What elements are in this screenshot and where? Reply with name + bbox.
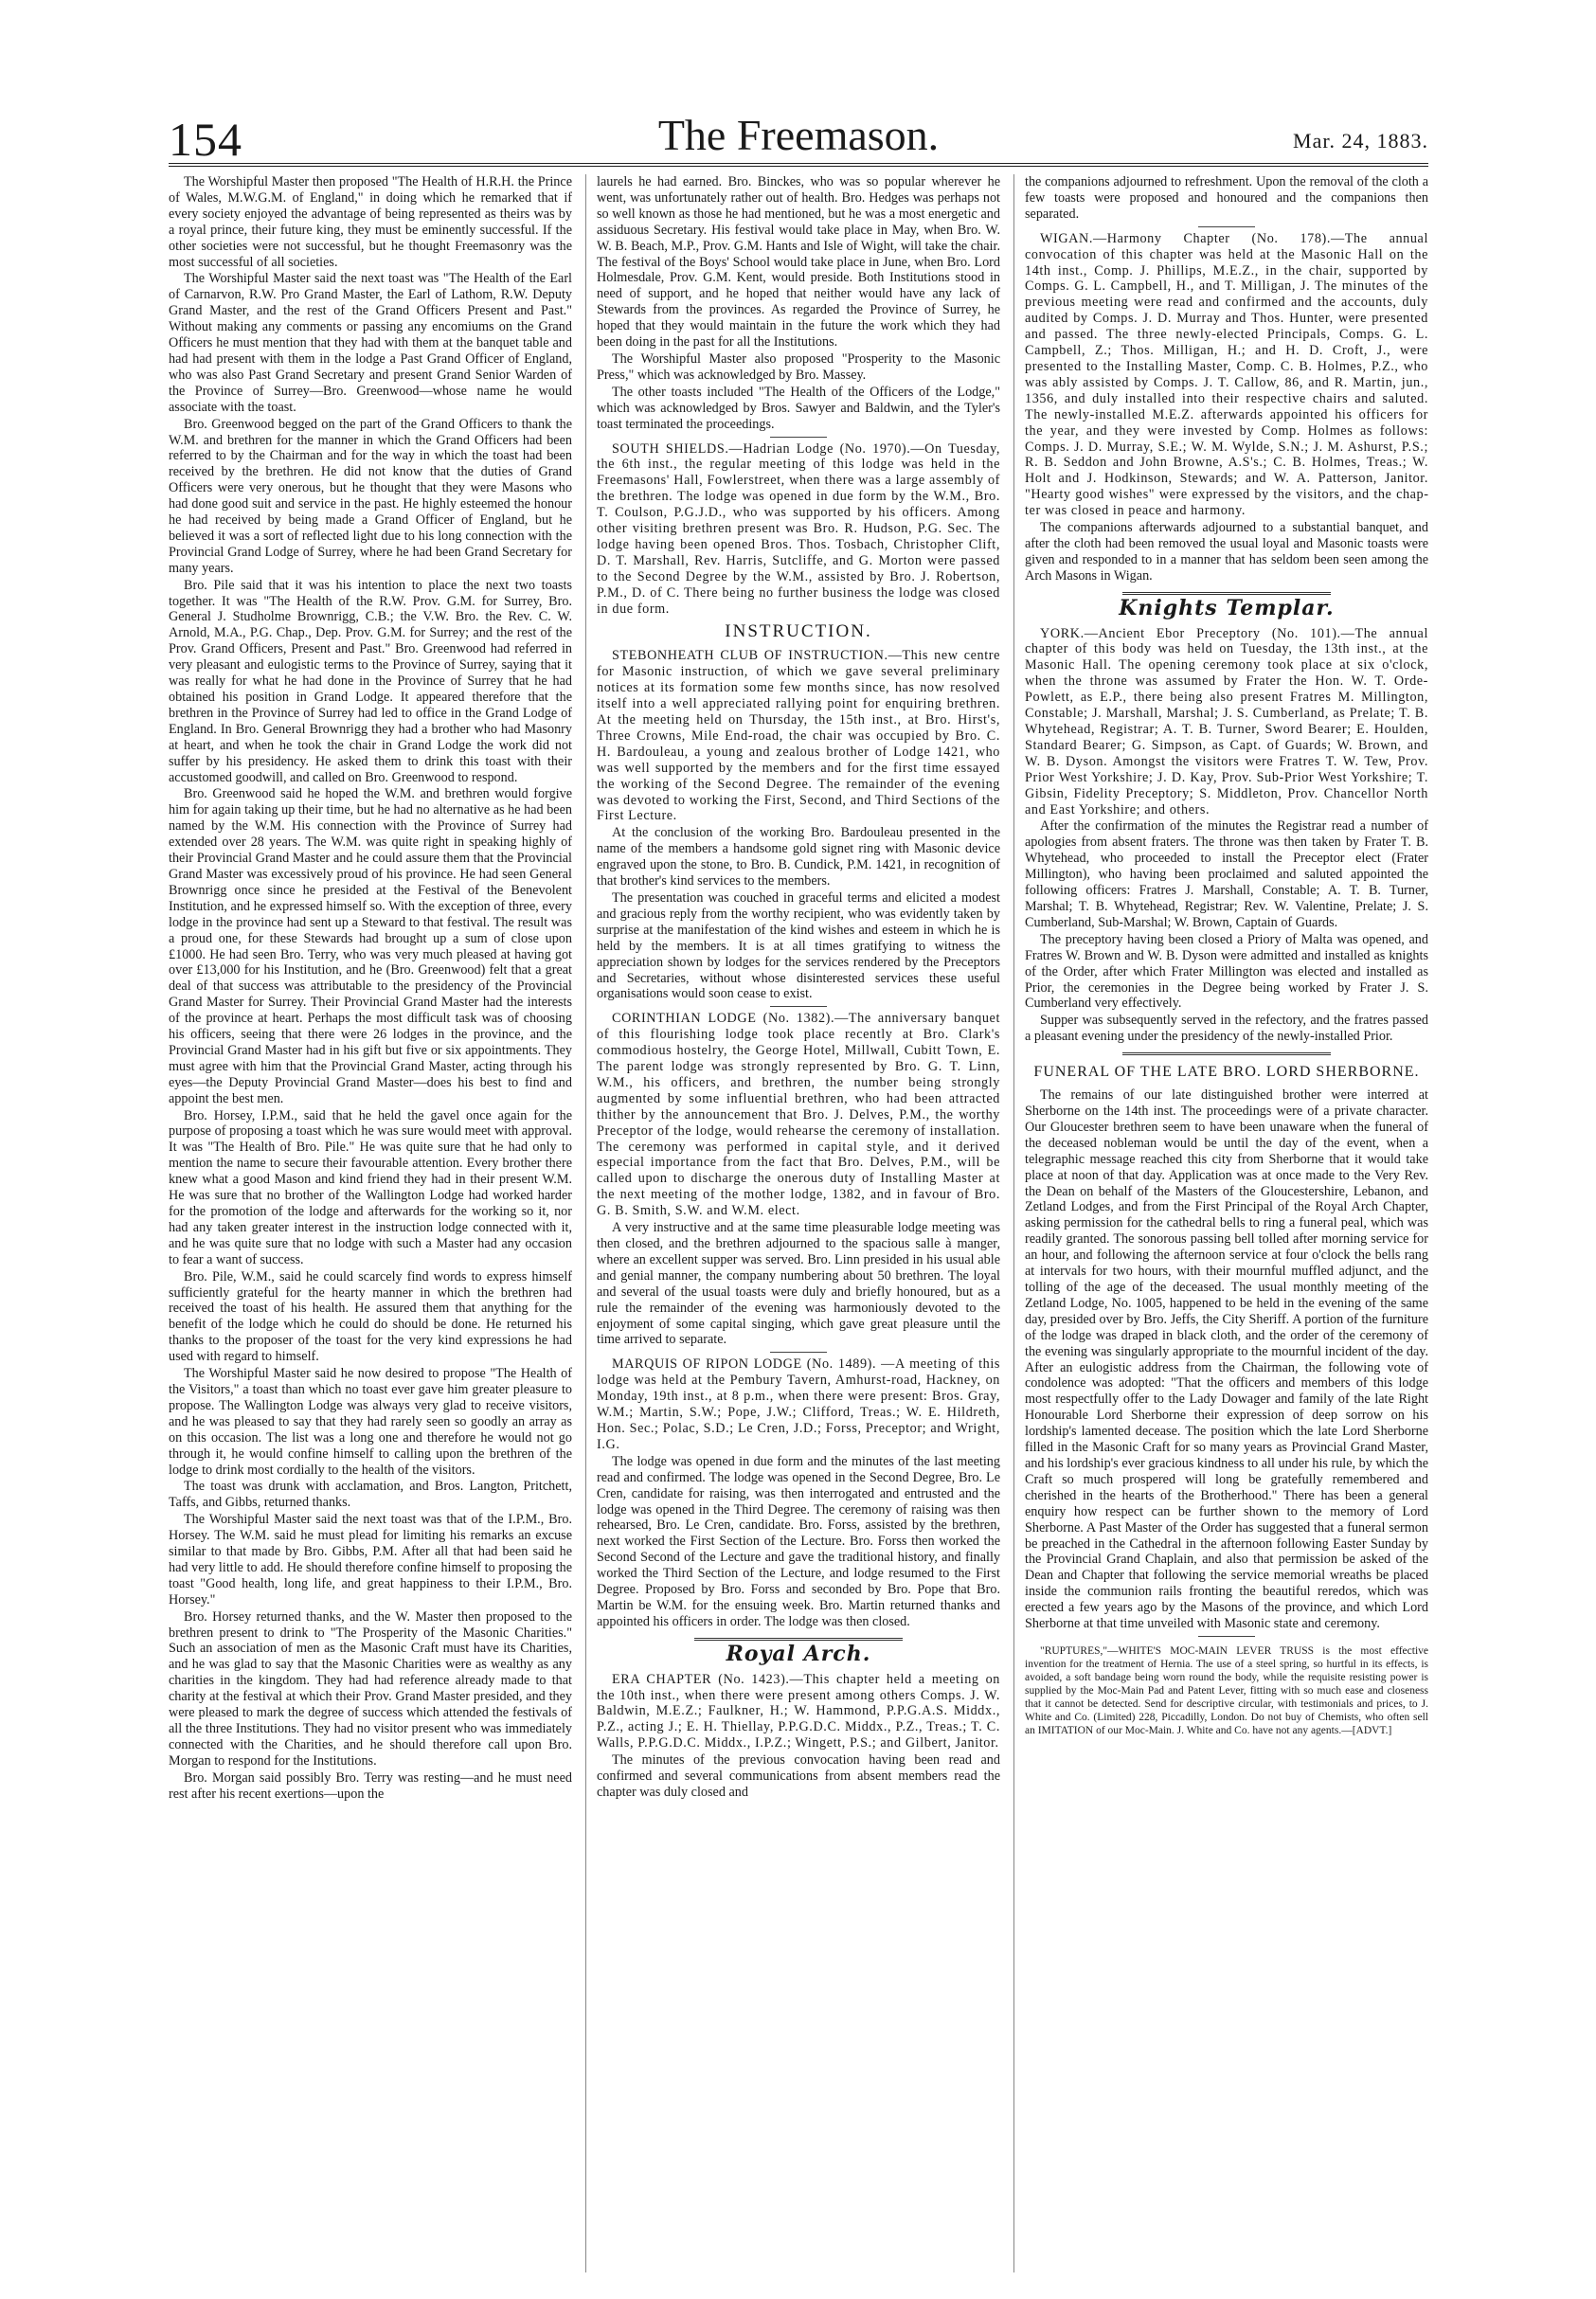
paragraph: A very instructive and at the same time pleasurable lodge meeting was then closed, and the brethren adjourned to the spacious salle à manger, where an excellent supper was served. Bro. Linn presided in his usual able and genial manner, the company numbering about 50 brethren. The loyal and several of the usual toasts were duly and briefly honoured, but as a rule the remainder of the evening was harmoniously devoted to the enjoyment of some capital singing, which gave great pleasure until the time arrived to separate. xyxy=(597,1220,1000,1348)
masthead-rule xyxy=(169,163,1428,167)
report-south-shields: SOUTH SHIELDS.—Hadrian Lodge (No. 1970).—On Tuesday, the 6th inst., the regular meeting of this lodge was held in the Freemasons' Hall, Fowlerstreet, when there was a large assembly of the brethren. The lodge was opened in due form by the W.M., Bro. T. Coulson, P.G.J.D., who was supported by his officers. Among other visiting brethren present was Bro. R. Hudson, P.G. Sec. The lodge having been opened Bros. Thos. Tosbach, Christopher Clift, D. T. Marshall, Rev. Harris, Sutcliffe, and G. Morton were passed to the Second Degree by the W.M., assisted by Bro. J. Robertson, P.M., D. of C. There being no further business the lodge was closed in due form. xyxy=(597,440,1000,617)
report-york: YORK.—Ancient Ebor Preceptory (No. 101).—The annual chapter of this body was held on Tuesday, the 13th inst., at the Masonic Hall. The opening ceremony took place at six o'clock, when the throne was assumed by Frater the Hon. W. T. Orde-Powlett, as E.P., there being also present Fratres M. Millington, Constable; J. Marshall, Marshal; J. S. Cumberland, as Prelate; T. B. Whytehead, Registrar; A. T. B. Turner, Sword Bearer; E. Houlden, Standard Bearer; G. Simpson, as Capt. of Guards; W. Brown, and W. B. Dyson. Amongst the visitors were Fratres T. W. Tew, Prov. Prior West Yorkshire; J. D. Kay, Prov. Sub-Prior West Yorkshire; T. Gibsin, Fidelity Preceptory; S. Middleton, Prov. Chancellor North and East Yorkshire; and others. xyxy=(1025,625,1428,817)
report-marquis-of-ripon: MARQUIS OF RIPON LODGE (No. 1489). —A meeting of this lodge was held at the Pembury Tavern, Amhurst-road, Hackney, on Monday, 19th inst., at 8 p.m., when there were present: Bros. Gray, W.M.; Martin, S.W.; Pope, J.W.; Clifford, Treas.; W. E. Hildreth, Hon. Sec.; Polac, S.D.; Le Cren, J.D.; Forss, Preceptor; and Wright, I.G. xyxy=(597,1356,1000,1452)
section-rule xyxy=(1122,1052,1331,1055)
paragraph: The Worshipful Master then proposed "The Health of H.R.H. the Prince of Wales, M.W.G.M. of England," in doing which he remarked that if every society enjoyed the advantage of being represented as theirs was by a royal prince, their future king, they must be eminently successful. If the other societies were not successful, but he thought Freemasonry was the most successful of all societies. xyxy=(169,174,572,270)
section-divider xyxy=(770,1352,827,1353)
paragraph: The preceptory having been closed a Priory of Malta was opened, and Fratres W. Brown and W. B. Dyson were admitted and installed as knights of the Order, after which Frater Millington was elected and installed as Prior, the ceremonies in the Degree being worked by Frater J. S. Cumberland very effectively. xyxy=(1025,931,1428,1012)
column-1 xyxy=(169,174,572,1804)
column-divider xyxy=(585,174,586,2272)
paragraph: the companions adjourned to refreshment. Upon the removal of the cloth a few toasts were proposed and honoured and the companions then separated. xyxy=(1025,174,1428,222)
paragraph: Bro. Pile said that it was his intention to place the next two toasts together. It was "The Health of the R.W. Prov. G.M. for Surrey, Bro. General J. Studholme Brownrigg, C.B.; the V.W. Bro. the Rev. C. W. Arnold, M.A., P.G. Chap., Dep. Prov. G.M. for Surrey; and the rest of the Prov. Grand Officers, Present and Past." Bro. Greenwood had referred in very pleasant and eulogistic terms to the Province of Surrey, saying that it was really for what he had done in the Province of Surrey that he had obtained his position in Grand Lodge. It appeared therefore that the brethren in the Province of Surrey had led to office in the Grand Lodge of England. In Bro. General Brownrigg they had a brother who had Masonry at heart, and when he took the chair in Grand Lodge the work did not suffer by his presidency. He asked them to drink this toast with their accustomed goodwill, and called on Bro. Greenwood to respond. xyxy=(169,577,572,785)
paragraph: The presentation was couched in graceful terms and elicited a modest and gracious reply from the worthy recipient, who was evidently taken by surprise at the manifestation of the kind wishes and esteem in which he is held by the members. It is at all times gratifying to witness the appreciation shown by lodges for the services rendered by the Preceptors and Secretaries, without whose disinterested services these useful organisations would soon cease to exist. xyxy=(597,889,1000,1002)
section-heading-instruction: INSTRUCTION. xyxy=(725,621,872,642)
paragraph: Bro. Horsey, I.P.M., said that he held the gavel once again for the purpose of proposing a toast which he was sure would meet with approval. It was "The Health of Bro. Pile." He was quite sure that he had only to mention the name to secure their favourable attention. Every brother there knew what a good Mason and kind friend they had in their present W.M. He was sure that no brother of the Wallington Lodge had worked harder for the promotion of the lodge and afterwards for the working so it, nor had any taken greater interest in the instruction lodge connected with it, and he was quite sure that no lodge with such a Master had any occasion to fear a want of success. xyxy=(169,1107,572,1267)
column-divider xyxy=(1013,174,1014,2272)
paragraph: Bro. Greenwood begged on the part of the Grand Officers to thank the W.M. and brethren for the manner in which the Grand Officers had been referred to by the Chairman and for the way in which the toast had been received by the brethren. He did not know that the duties of Grand Officers were very onerous, but he thought that they were Masons who had done good suit and service in the past. He highly esteemed the honour he had received by being made a Grand Officer of England, but he believed it was a sort of reflected light due to his long connection with the Provincial Grand Lodge of Surrey, where he had been Grand Secretary for many years. xyxy=(169,416,572,576)
page-number: 154 xyxy=(169,113,242,166)
paragraph: The Worshipful Master said he now desired to propose "The Health of the Visitors," a toast than which no toast ever gave him greater pleasure to propose. The Wallington Lodge was always very glad to receive visitors, and he was pleased to say that they had rarely seen so goodly an array as on this occasion. The list was a long one and therefore he would not go through it, he would confine himself to calling upon the brethren of the lodge to drink most cordially to the health of the visitors. xyxy=(169,1366,572,1478)
paragraph: The Worshipful Master also proposed "Prosperity to the Masonic Press," which was acknowledged by Bro. Massey. xyxy=(597,350,1000,383)
issue-date: Mar. 24, 1883. xyxy=(1293,129,1428,153)
report-era-chapter: ERA CHAPTER (No. 1423).—This chapter held a meeting on the 10th inst., when there were present among others Comps. J. W. Baldwin, M.E.Z.; Faulkner, H.; W. Hammond, P.P.G.A.S. Middx., P.Z., acting J.; E. H. Thiellay, P.P.G.D.C. Middx., P.Z., Treas.; T. C. Walls, P.P.G.D.C. Middx., I.P.Z.; Wingett, P.S.; and Gilbert, Janitor. xyxy=(597,1671,1000,1751)
paragraph: The minutes of the previous convocation having been read and confirmed and several communications from absent members read the chapter was duly closed and xyxy=(597,1752,1000,1800)
report-corinthian: CORINTHIAN LODGE (No. 1382).—The anniversary banquet of this flourishing lodge took place recently at Bro. Clark's commodious hostelry, the George Hotel, Millwall, Cubitt Town, E. The parent lodge was strongly represented by Bro. G. T. Linn, W.M., his officers, and brethren, the number being strongly augmented by some influential brethren, who had been attracted thither by the announcement that Bro. J. Delves, P.M., the worthy Preceptor of the lodge, would rehearse the ceremony of installation. The ceremony was performed in capital style, and it derived especial importance from the fact that Bro. Delves, P.M., will be called upon to discharge the onerous duty of Installing Master at the next meeting of the mother lodge, 1382, and in favour of Bro. G. B. Smith, S.W. and W.M. elect. xyxy=(597,1011,1000,1219)
newspaper-title: The Freemason. xyxy=(657,111,940,159)
paragraph: laurels he had earned. Bro. Binckes, who was so popular wherever he went, was unfortunately rather out of health. Bro. Hedges was perhaps not so well known as those he had mentioned, but he was a most energetic and assiduous Secretary. His festival would take place in May, when Bro. W. W. B. Beach, M.P., Prov. G.M. Hants and Isle of Wight, will take the chair. The festival of the Boys' School would take place in June, when Bro. Lord Holmesdale, Prov. G.M. Kent, would preside. Both Institutions stood in need of support, and he hoped that neither would have any lack of Stewards from the provinces. As regarded the Province of Surrey, he hoped that they would maintain in the future the work which they had been doing in the past for all the Institutions. xyxy=(597,174,1000,350)
column-2 xyxy=(597,174,1000,1802)
paragraph: After the confirmation of the minutes the Registrar read a number of apologies from absent fraters. The throne was then taken by Frater T. B. Whytehead, who proceeded to install the Preceptor elect (Frater Millington), who having been proclaimed and saluted appointed the following officers: Fratres J. Marshall, Constable; A. T. B. Turner, Marshal; T. B. Whytehead, Registrar; Rev. W. Valentine, Prelate; J. S. Cumberland, Sub-Marshal; W. Brown, Captain of Guards. xyxy=(1025,818,1428,930)
section-divider xyxy=(770,437,827,438)
masthead xyxy=(169,112,1428,169)
section-divider xyxy=(1198,1636,1255,1637)
paragraph: At the conclusion of the working Bro. Bardouleau presented in the name of the members a handsome gold signet ring with Masonic device engraved upon the stone, to Bro. B. Cundick, P.M. 1421, in recognition of that brother's kind services to the members. xyxy=(597,825,1000,889)
paragraph: The other toasts included "The Health of the Officers of the Lodge," which was acknowledged by Bros. Sawyer and Baldwin, and the Tyler's toast terminated the proceedings. xyxy=(597,384,1000,432)
paragraph: The companions afterwards adjourned to a substantial banquet, and after the cloth had been removed the usual loyal and Masonic toasts were given and responded to in a manner that has seldom been seen among the Arch Masons in Wigan. xyxy=(1025,520,1428,584)
paragraph: Bro. Greenwood said he hoped the W.M. and brethren would forgive him for again taking up their time, but he had no alternative as he had been named by the W.M. His connection with the Province of Surrey had extended over 28 years. The W.M. was quite right in speaking highly of their Provincial Grand Master and he could assure them that the Provincial Grand Master was excessively proud of his province. He had seen General Brownrigg once since he presided at the Festival of the Benevolent Institution, and he expressed himself so. With the exception of three, every lodge in the province had sent up a Steward to that festival. The result was a proud one, for these Stewards had brought up a sum of close upon £1000. He had seen Bro. Terry, who was very much pleased at having got over £13,000 for his Institution, and he (Bro. Greenwood) felt that a great deal of that success was attributable to the presidency of the Provincial Grand Master for Surrey. Their Provincial Grand Master had the interests of the province at heart. Perhaps the most difficult task was of choosing his officers, seeing that there were 26 lodges in the province, and the Provincial Grand Master had in his gift but five or six appointments. They must agree with him that the Provincial Grand Master, acting through his eyes—the Deputy Provincial Grand Master—does his best to find and appoint the best men. xyxy=(169,786,572,1106)
advertisement-truss: "RUPTURES,"—WHITE'S MOC-MAIN LEVER TRUSS is the most effective invention for the treatment of Hernia. The use of a steel spring, so hurtful in its effects, is avoided, a soft bandage being worn round the body, while the requisite resisting power is supplied by the Moc-Main Pad and Patent Lever, fitting with so much ease and closeness that it cannot be detected. Send for descriptive circular, with testimonials and prices, to J. White and Co. (Limited) 228, Piccadilly, London. Do not buy of Chemists, who often sell an IMITATION of our Moc-Main. J. White and Co. have not any agents.—[ADVT.] xyxy=(1025,1644,1428,1736)
paragraph: Bro. Pile, W.M., said he could scarcely find words to express himself sufficiently grateful for the hearty manner in which the brethren had received the toast of his health. He assured them that anything for the benefit of the lodge which he could do should be done. He returned his thanks to the proposer of the toast for the very kind expressions he had used with regard to himself. xyxy=(169,1268,572,1365)
section-divider xyxy=(1198,226,1255,227)
section-divider xyxy=(770,1006,827,1007)
column-3 xyxy=(1025,174,1428,1738)
paragraph: Bro. Morgan said possibly Bro. Terry was resting—and he must need rest after his recent exertions—upon the xyxy=(169,1769,572,1802)
paragraph: The Worshipful Master said the next toast was that of the I.P.M., Bro. Horsey. The W.M. said he must plead for limiting his remarks an excuse similar to that made by Bro. Gibbs, P.M. After all that had been said he had very little to add. He should therefore confine himself to proposing the toast "Good health, long life, and great happiness to their I.P.M., Bro. Horsey." xyxy=(169,1512,572,1608)
paragraph: The remains of our late distinguished brother were interred at Sherborne on the 14th inst. The proceedings were of a private character. Our Gloucester brethren seem to have been unaware when the funeral of the deceased nobleman would be until the day of the event, when a telegraphic message reached this city from Sherborne that it would take place at noon of that day. Application was at once made to the Very Rev. the Dean on behalf of the Masters of the Gloucestershire, Lebanon, and Zetland Lodges, and from the First Principal of the Royal Arch Chapter, asking permission for the cathedral bells to ring a funeral peal, which was readily granted. The sonorous passing bell tolled after morning service for an hour, and following the afternoon service at four o'clock the bells rang at intervals for two hours, with their mournful muffled adjunct, and the tolling of the age of the deceased. The usual monthly meeting of the Zetland Lodge, No. 1005, happened to be held in the evening of the same day, presided over by Bro. Jeffs, the City Sheriff. A portion of the furniture of the lodge was draped in black cloth, and the order of the ceremony of the evening was singularly appropriate to the mournful incident of the day. After an eulogistic address from the Chairman, the following vote of condolence was adopted: "That the officers and members of this lodge most respectfully offer to the Lady Dowager and family of the late Right Honourable Lord Sherborne their expression of deep sorrow on his lordship's lamented decease. The position which the late Lord Sherborne filled in the Masonic Craft for so many years as Provincial Grand Master, and his lordship's ever gracious kindness to all under his rule, by which the Craft so much prospered will long be gratefully remembered and cherished in the hearts of the Brotherhood." There has been a general enquiry how respect can be further shown to the memory of Lord Sherborne. A Past Master of the Order has suggested that a funeral sermon be preached in the Cathedral in the afternoon following Easter Sunday by the Provincial Grand Chaplain, and also that permission be asked of the Dean and Chapter that following the service memorial wreaths be placed inside the communion rails fronting the beautiful reredos, which was erected a few years ago by the Masons of the province, and which Lord Sherborne at that time unveiled with Masonic state and ceremony. xyxy=(1025,1087,1428,1632)
paragraph: Supper was subsequently served in the refectory, and the fratres passed a pleasant evening under the presidency of the newly-installed Prior. xyxy=(1025,1013,1428,1045)
report-wigan: WIGAN.—Harmony Chapter (No. 178).—The annual convocation of this chapter was held at the Masonic Hall on the 14th inst., Comp. J. Phillips, M.E.Z., in the chair, supported by Comps. G. L. Campbell, H., and T. Milligan, J. The minutes of the previous meeting were read and confirmed and the accounts, duly audited by Comps. J. D. Murray and Thos. Hunter, were presented and passed. The three newly-elected Principals, Comps. G. L. Campbell, Z.; Thos. Milligan, H.; and H. D. Croft, J., were presented to the Installing Master, Comp. C. B. Holmes, P.Z., who was ably assisted by Comps. J. T. Callow, 86, and R. Martin, jun., 1356, and duly installed into their respective chairs and saluted. The newly-installed M.E.Z. afterwards appointed his officers for the year, and they were invested by Comp. Holmes as follows: Comps. J. D. Murray, S.E.; W. M. Wylde, S.N.; J. M. Ashurst, P.S.; R. B. Seddon and John Browne, A.S's.; C. B. Holmes, Treas.; W. Holt and J. Hodkinson, Stewards; and W. A. Patterson, Janitor. "Hearty good wishes" were expressed by the visitors, and the chapter was closed in peace and harmony. xyxy=(1025,230,1428,519)
report-stebonheath: STEBONHEATH CLUB OF INSTRUCTION.—This new centre for Masonic instruction, of which we gave several preliminary notices at its formation some few months since, has now resolved itself into a well appreciated rallying point for enquiring brethren. At the meeting held on Thursday, the 15th inst., at Bro. Hirst's, Three Crowns, Mile End-road, the chair was occupied by Bro. C. H. Bardouleau, a young and zealous brother of Lodge 1421, who was well supported by the members and for the first time essayed the working of the Second Degree. The remainder of the evening was devoted to working the First, Second, and Third Sections of the First Lecture. xyxy=(597,648,1000,824)
section-heading-funeral: FUNERAL OF THE LATE BRO. LORD SHERBORNE. xyxy=(1033,1064,1420,1081)
paragraph: The lodge was opened in due form and the minutes of the last meeting read and confirmed. The lodge was opened in the Second Degree, Bro. Le Cren, candidate for raising, was then interrogated and entrusted and the lodge was opened in the Third Degree. The ceremony of raising was then rehearsed, Bro. Le Cren, candidate. Bro. Forss, assisted by the brethren, next worked the First Section of the Lecture. Bro. Forss then worked the Second Second of the Lecture and gave the traditional history, and finally worked the Third Section of the Lecture, and lodge resumed to the First Degree. Proposed by Bro. Forss and seconded by Bro. Pope that Bro. Martin be W.M. for the ensuing week. Bro. Martin returned thanks and appointed his officers in order. The lodge was then closed. xyxy=(597,1453,1000,1629)
section-rule xyxy=(694,1638,903,1641)
section-heading-royal-arch: Royal Arch. xyxy=(726,1641,871,1666)
paragraph: The toast was drunk with acclamation, and Bros. Langton, Pritchett, Taffs, and Gibbs, returned thanks. xyxy=(169,1479,572,1511)
paragraph: Bro. Horsey returned thanks, and the W. Master then proposed to the brethren present to drink to "The Prosperity of the Masonic Charities." Such an association of men as the Masonic Craft must have its Charities, and he was glad to say that the Masonic Charities were as wealthy as any charities in the kingdom. They had had reference already made to that charity at the festival at which their Prov. Grand Master presided, and they were pleased to mark the degree of success which attended the festivals of all the three Institutions. They had no visitor present who was immediately connected with the Charities, and he should therefore call upon Bro. Morgan to respond for the Institutions. xyxy=(169,1608,572,1769)
section-heading-knights-templar: Knights Templar. xyxy=(1119,595,1335,620)
paragraph: The Worshipful Master said the next toast was "The Health of the Earl of Carnarvon, R.W. Pro Grand Master, the Earl of Lathom, R.W. Deputy Grand Master, and the rest of the Grand Officers Present and Past." Without making any comments or passing any encomiums on the Grand Officers he must mention that they had with them at the banquet table and had had present with them in the lodge a Past Grand Officer of England, who was also Past Grand Secretary and present Grand Senior Warden of the Province of Surrey—Bro. Greenwood—whose name he would associate with the toast. xyxy=(169,271,572,415)
section-rule xyxy=(1122,592,1331,595)
